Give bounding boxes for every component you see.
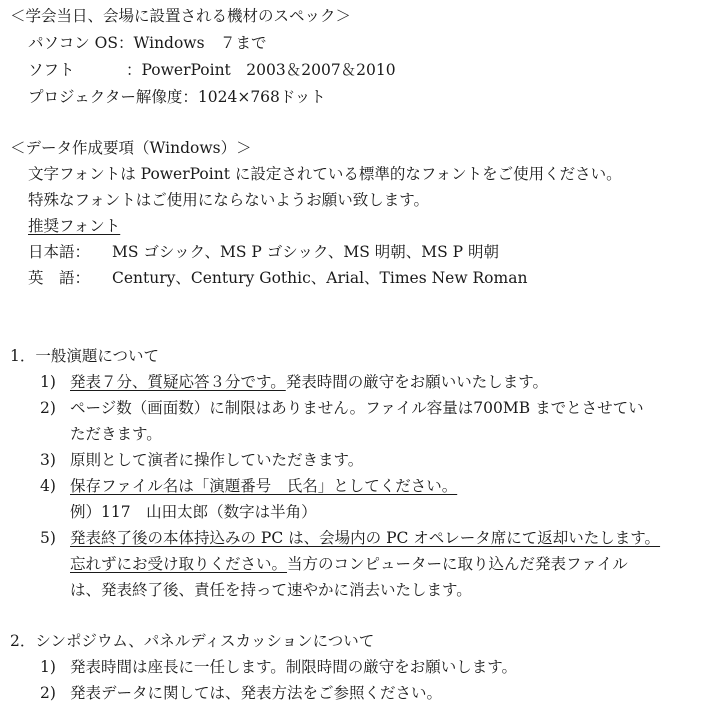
spec-projector (28, 87, 326, 107)
general-item-5-text-2: 当方のコンピューターに取り込んだ発表ファイル (287, 555, 628, 573)
spec-os-label: パソコン OS： (28, 34, 134, 52)
data-req-paragraph-1: 文字フォントは PowerPoint に設定されている標準的なフォントをご使用ください。 (28, 165, 622, 183)
general-item-5 (40, 528, 660, 548)
general-item-5-reminder: 忘れずにお受け取りください。 (70, 555, 288, 573)
general-item-3-text: 原則として演者に操作していただきます。 (70, 451, 364, 469)
general-item-4-example: 例）117 山田太郎（数字は半角） (70, 503, 317, 521)
spec-soft (28, 60, 396, 80)
spec-projector-value: 1024×768ドット (197, 88, 326, 106)
general-item-5-number: 5) (40, 529, 56, 547)
spec-heading: ＜学会当日、会場に設置される機材のスペック＞ (10, 7, 352, 25)
general-item-4-text: 保存ファイル名は「演題番号 氏名」としてください。 (70, 477, 458, 495)
font-japanese (28, 242, 499, 262)
general-item-5-continued-2: は、発表終了後、責任を持って速やかに消去いたします。 (70, 581, 472, 599)
symposium-item-2-number: 2) (40, 684, 56, 702)
font-japanese-label: 日本語： (28, 243, 91, 261)
general-item-3-number: 3) (40, 451, 56, 469)
font-japanese-value: MS ゴシック、MS P ゴシック、MS 明朝、MS P 明朝 (112, 243, 500, 261)
general-item-1-number: 1) (40, 373, 56, 391)
symposium-item-1 (40, 657, 517, 677)
general-item-2 (40, 398, 644, 418)
spec-os-value: Windows ７まで (133, 34, 267, 52)
general-item-3 (40, 450, 363, 470)
general-heading: 1．一般演題について (10, 347, 160, 365)
general-item-2-number: 2) (40, 399, 56, 417)
symposium-item-1-number: 1) (40, 658, 56, 676)
general-item-2-continued: ただきます。 (70, 425, 162, 443)
symposium-heading: 2．シンポジウム、パネルディスカッションについて (10, 632, 375, 650)
general-item-5-text: 発表終了後の本体持込みの PC は、会場内の PC オペレータ席にて返却いたします。 (70, 529, 661, 547)
symposium-item-2 (40, 683, 442, 703)
data-req-paragraph-2: 特殊なフォントはご使用にならないようお願い致します。 (28, 191, 429, 209)
data-req-heading: ＜データ作成要項（Windows）＞ (10, 139, 252, 157)
general-item-4-number: 4) (40, 477, 56, 495)
general-item-1-text: 発表時間の厳守をお願いいたします。 (285, 373, 549, 391)
general-item-5-continued (70, 554, 628, 574)
recommended-fonts-heading: 推奨フォント (28, 217, 121, 235)
general-item-1 (40, 372, 548, 392)
spec-soft-value: ：PowerPoint 2003＆2007＆2010 (126, 61, 396, 79)
spec-os (28, 33, 267, 53)
font-english (28, 268, 527, 288)
general-item-2-text: ページ数（画面数）に制限はありません。ファイル容量は700MB までとさせてい (70, 399, 644, 417)
general-item-1-emphasis: 発表７分、質疑応答３分です。 (70, 373, 286, 391)
spec-projector-label: プロジェクター解像度： (28, 88, 198, 106)
symposium-item-1-text: 発表時間は座長に一任します。制限時間の厳守をお願いします。 (70, 658, 518, 676)
font-english-value: Century、Century Gothic、Arial、Times New Roman (112, 269, 528, 287)
general-item-4 (40, 476, 457, 496)
spec-soft-label: ソフト (28, 61, 75, 79)
symposium-item-2-text: 発表データに関しては、発表方法をご参照ください。 (70, 684, 443, 702)
font-english-label: 英 語： (28, 269, 91, 287)
